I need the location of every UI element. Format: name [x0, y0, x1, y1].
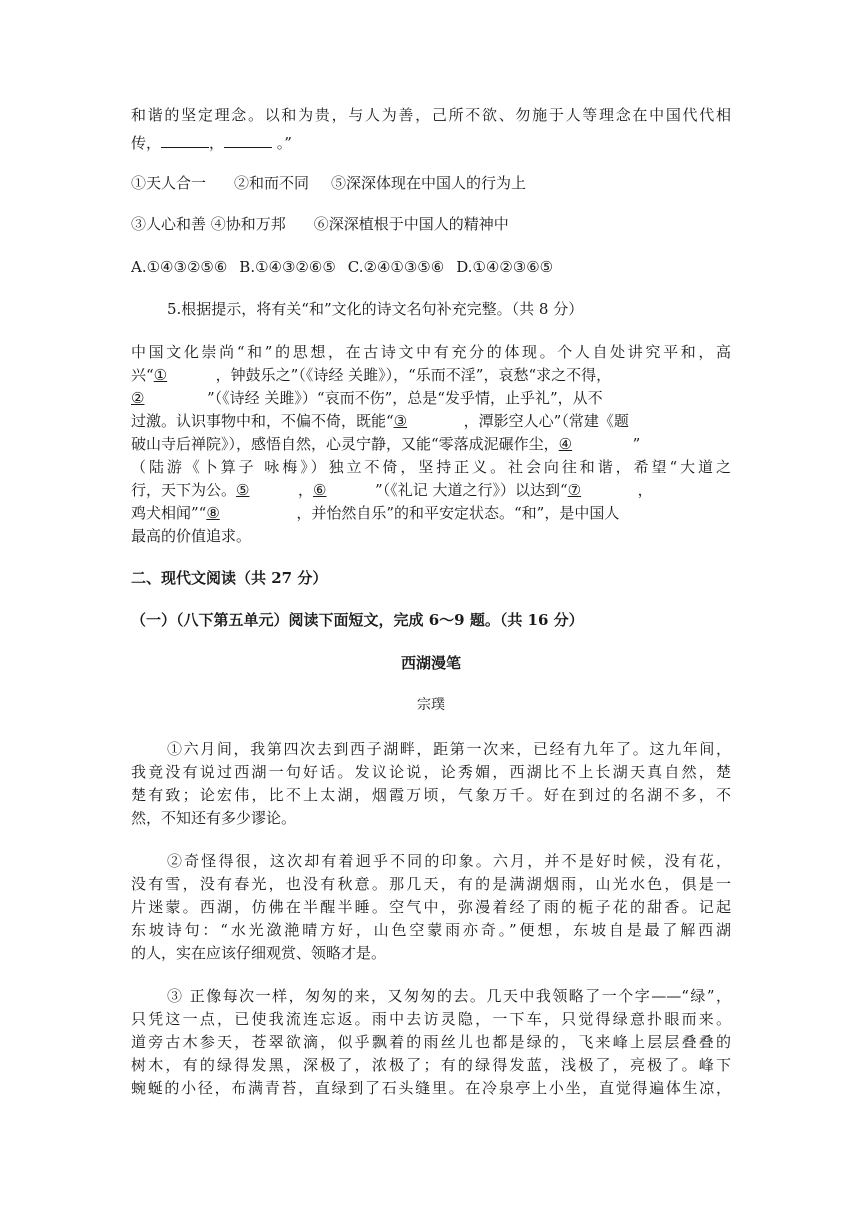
q4-choices [131, 256, 731, 278]
q5-blank-7: ⑦ [567, 481, 582, 499]
q5-line-8 [131, 502, 731, 524]
article-para3-line: 只凭这一点，已使我流连忘返。雨中去访灵隐，一下车，只觉得绿意扑眼而来。 [131, 1010, 731, 1028]
q5-text: 破山寺后禅院》），感悟自然，心灵宁静，又能“零落成泥碾作尘， [131, 435, 559, 453]
q4-items-row-1 [131, 172, 731, 194]
q5-blank-1: ① [153, 366, 168, 384]
article-para1-line: 楚有致；论宏伟，比不上太湖，烟霞万顷，气象万千。好在到过的名湖不多，不 [131, 786, 731, 804]
q5-text: 兴“ [131, 366, 154, 384]
q5-line-2 [131, 364, 731, 386]
article-para1-line: 我竟没有说过西湖一句好话。发议论说，论秀媚，西湖比不上长湖天真自然，楚 [131, 763, 731, 781]
q4-item: ⑥深深植根于中国人的精神中 [313, 215, 509, 233]
article-para3-line: 蜿蜒的小径，布满青苔，直绿到了石头缝里。在冷泉亭上小坐，直觉得遍体生凉， [131, 1079, 731, 1097]
article-para1-line: ①六月间，我第四次去到西子湖畔，距第一次来，已经有九年了。这九年间， [167, 740, 731, 758]
article-author: 宗璞 [417, 697, 445, 713]
article-title: 西湖漫笔 [400, 654, 461, 672]
q5-text: 行，天下为公。 [131, 481, 237, 499]
q4-choice-d: D.①④②③⑥⑤ [456, 258, 554, 276]
q5-text: ” [632, 435, 641, 453]
q5-blank-2: ② [131, 389, 145, 407]
q5-text: ，并怡然自乐”的和平安定状态。“和”，是中国人 [296, 504, 620, 522]
q4-line2-prefix: 传， [131, 134, 162, 152]
q5-text: ， [637, 481, 653, 499]
q5-text: ， [298, 481, 314, 499]
q5-line-9: 最高的价值追求。 [131, 527, 252, 545]
article-para2-line: 片迷蒙。西湖，仿佛在半醒半睡。空气中，弥漫着经了雨的栀子花的甜香。记起 [131, 898, 731, 916]
q4-item: ①天人合一 [131, 174, 207, 192]
q4-item: ⑤深深体现在中国人的行为上 [331, 174, 527, 192]
q4-choice-b: B.①④③②⑥⑤ [239, 258, 336, 276]
q5-line-5 [131, 433, 731, 455]
q4-line2-suffix: 。” [272, 134, 292, 152]
q4-blank-1 [161, 131, 209, 148]
q4-items-row-2 [131, 213, 731, 235]
q5-text: ，潭影空人心”（常建《题 [463, 412, 629, 430]
q5-blank-5: ⑤ [236, 481, 250, 499]
q5-blank-8: ⑧ [206, 504, 220, 522]
q5-line-1: 中国文化崇尚“和”的思想，在古诗文中有充分的体现。个人自处讲究平和，高 [131, 343, 731, 361]
article-para1-line: 然，不知还有多少谬论。 [131, 809, 297, 827]
section-heading: 二、现代文阅读（共 27 分） [131, 569, 328, 587]
subsection-heading: （一）（八下第五单元）阅读下面短文，完成 6～9 题。（共 16 分） [131, 611, 584, 629]
q4-text-line-1: 和谐的坚定理念。以和为贵，与人为善，己所不欲、勿施于人等理念在中国代代相 [131, 106, 731, 124]
article-para3-line: 道旁古木参天，苍翠欲滴，似乎飘着的雨丝儿也都是绿的，飞来峰上层层叠叠的 [131, 1033, 731, 1051]
q5-line-4 [131, 410, 731, 432]
q4-item: ②和而不同 [234, 174, 310, 192]
article-para2-line: ②奇怪得很，这次却有着迥乎不同的印象。六月，并不是好时候，没有花， [167, 852, 731, 870]
q5-blank-6: ⑥ [313, 481, 327, 499]
q5-title: 5.根据提示，将有关“和”文化的诗文名句补充完整。（共 8 分） [167, 300, 584, 318]
q5-line-6: （陆游《卜算子 咏梅》）独立不倚，坚持正义。社会向往和谐，希望“大道之 [131, 458, 731, 476]
article-para3-line: 树木，有的绿得发黑，深极了，浓极了；有的绿得发蓝，浅极了，亮极了。峰下 [131, 1056, 731, 1074]
q4-blank-2 [224, 131, 272, 148]
q4-item: ③人心和善 ④协和万邦 [131, 215, 286, 233]
article-para2-line: 的人，实在应该仔细观赏、领略才是。 [131, 944, 387, 962]
q5-line-3 [131, 387, 731, 409]
q5-blank-3: ③ [393, 412, 408, 430]
q5-text: ，钟鼓乐之”（《诗经 关雎》），“乐而不淫”，哀愁“求之不得， [215, 366, 612, 384]
q5-text: 过激。认识事物中和，不偏不倚，既能“ [131, 412, 394, 430]
q4-choice-a: A.①④③②⑤⑥ [131, 258, 228, 276]
article-para2-line: 没有雪，没有春光，也没有秋意。那几天，有的是满湖烟雨，山光水色，俱是一 [131, 875, 731, 893]
q5-line-7 [131, 479, 731, 501]
q4-line2-mid: ， [209, 134, 225, 152]
q5-text: ”（《礼记 大道之行》）以达到“ [375, 481, 568, 499]
q5-blank-4: ④ [558, 435, 573, 453]
article-para2-line: 东坡诗句：“水光潋滟晴方好，山色空蒙雨亦奇。”便想，东坡自是最了解西湖 [131, 921, 731, 939]
article-para3-line: ③ 正像每次一样，匆匆的来，又匆匆的去。几天中我领略了一个字——“绿”， [167, 987, 731, 1005]
q5-text: 鸡犬相闻”“ [131, 504, 207, 522]
q4-choice-c: C.②④①③⑤⑥ [347, 258, 445, 276]
q5-text: ”（《诗经 关雎》）“哀而不伤”，总是“发乎情，止乎礼”，从不 [207, 389, 603, 407]
q4-text-line-2 [131, 131, 731, 154]
